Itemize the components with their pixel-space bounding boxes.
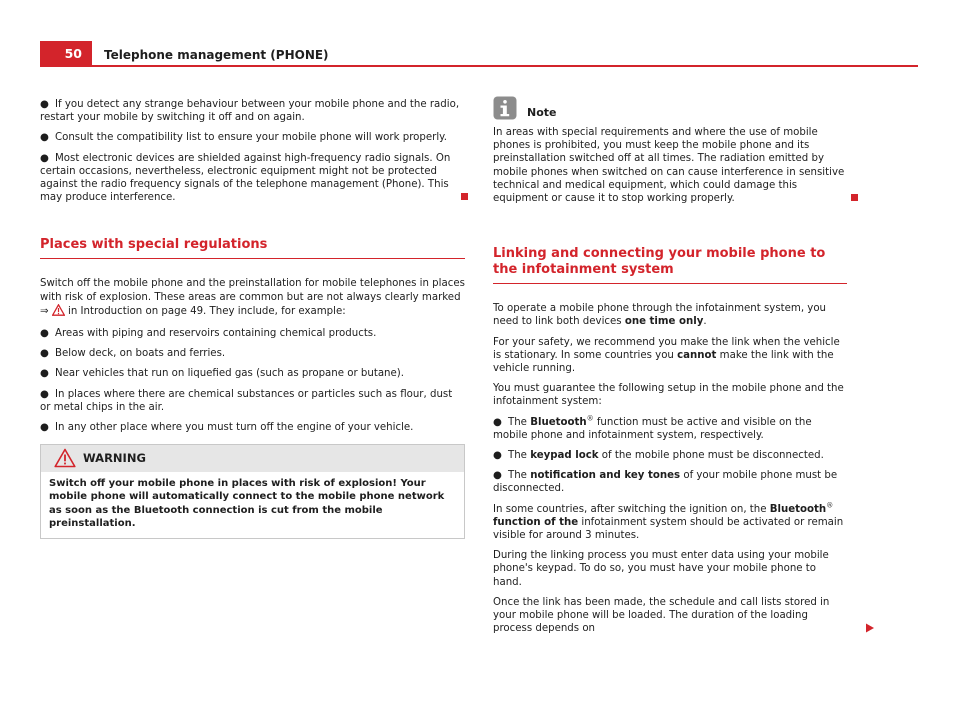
page-header-title: Telephone management (PHONE) xyxy=(104,48,329,62)
continue-arrow-icon xyxy=(865,623,875,633)
warning-title: WARNING xyxy=(83,451,146,466)
note-title: Note xyxy=(527,106,557,119)
list-item: ● Near vehicles that run on liquefied gas (such as propane or butane). xyxy=(40,368,404,380)
list-item: ● Most electronic devices are shielded against high-frequency radio signals. On certain occasions, nevertheless, electronic equipment might not be protected against the radio frequency signals of the telephone management (Phone). This may produce interference. xyxy=(40,152,465,205)
warning-header xyxy=(41,445,464,472)
list-item: ● The notification and key tones of your mobile phone must be disconnected. xyxy=(493,470,838,495)
paragraph: For your safety, we recommend you make the link when the vehicle is stationary. In some countries you cannot make the link with the vehicle running. xyxy=(493,336,840,375)
paragraph: During the linking process you must enter data using your mobile phone's keypad. To do so, you must have your mobile phone to hand. xyxy=(493,550,829,588)
list-item: ● The keypad lock of the mobile phone must be disconnected. xyxy=(493,450,824,462)
warning-text: Switch off your mobile phone in places with risk of explosion! Your mobile phone will automatically connect to the mobile phone network as soon as the Bluetooth connection is cut from the mobile preinstallation. xyxy=(49,478,445,529)
paragraph: You must guarantee the following setup in the mobile phone and the infotainment system: xyxy=(493,383,844,408)
list-item-text: Near vehicles that run on liquefied gas (such as propane or butane). xyxy=(55,368,404,380)
list-item-text: If you detect any strange behaviour between your mobile phone and the radio, restart your mobile by switching it off and on again. xyxy=(40,99,460,124)
list-item-text: Areas with piping and reservoirs containing chemical products. xyxy=(55,328,377,340)
list-item: ● In places where there are chemical substances or particles such as flour, dust or metal chips in the air. xyxy=(40,388,453,413)
list-item-text: In places where there are chemical substances or particles such as flour, dust or metal chips in the air. xyxy=(40,388,453,413)
warning-triangle-icon[interactable] xyxy=(52,304,65,320)
list-item: ● The Bluetooth® function must be active and visible on the mobile phone and infotainment system, respectively. xyxy=(493,414,812,441)
paragraph: Once the link has been made, the schedule and call lists stored in your mobile phone will be loaded. The duration of the loading process depends on xyxy=(493,596,847,636)
warning-box xyxy=(40,444,465,539)
end-of-section-marker xyxy=(851,194,858,201)
list-item-text: Below deck, on boats and ferries. xyxy=(55,348,226,360)
list-item: ● Areas with piping and reservoirs containing chemical products. xyxy=(40,328,377,340)
paragraph: To operate a mobile phone through the infotainment system, you need to link both devices one time only. xyxy=(493,303,827,328)
list-item: ● If you detect any strange behaviour between your mobile phone and the radio, restart your mobile by switching it off and on again. xyxy=(40,99,460,124)
list-item: ● Below deck, on boats and ferries. xyxy=(40,348,226,360)
list-item-text: Most electronic devices are shielded against high-frequency radio signals. On certain occasions, nevertheless, electronic equipment might not be protected against the radio frequency signals of the telephone management (Phone). This may produce interference. xyxy=(40,152,451,204)
paragraph: In some countries, after switching the ignition on, the Bluetooth® function of the infotainment system should be activated or remain visible for around 3 minutes. xyxy=(493,501,844,542)
section-title-special-regulations: Places with special regulations xyxy=(40,237,465,259)
list-item-text: Consult the compatibility list to ensure your mobile phone will work properly. xyxy=(55,132,447,144)
section-title-linking: Linking and connecting your mobile phone to the infotainment system xyxy=(493,246,847,284)
note-text: In areas with special requirements and where the use of mobile phones is prohibited, you must keep the mobile phone and its preinstallation switched off at all times. The radiation emitted by mobile phones when switched on can cause interference in sensitive technical and medical equipment, which could damage this equipment or cause it to stop working properly. xyxy=(493,126,847,205)
warning-icon xyxy=(54,448,76,468)
info-note-icon xyxy=(493,96,517,120)
list-item: ● In any other place where you must turn off the engine of your vehicle. xyxy=(40,422,414,434)
intro-paragraph: Switch off the mobile phone and the preinstallation for mobile telephones in places with risk of explosion. These areas are common but are not always clearly marked ⇒ in Introduction on page 49. They include, for example: xyxy=(40,277,465,320)
list-item: ● Consult the compatibility list to ensure your mobile phone will work properly. xyxy=(40,132,447,144)
end-of-section-marker xyxy=(461,193,468,200)
page-number: 50 xyxy=(40,41,92,67)
note-header xyxy=(493,96,847,120)
list-item-text: In any other place where you must turn off the engine of your vehicle. xyxy=(55,422,414,434)
right-column xyxy=(493,96,847,642)
header-divider xyxy=(92,65,918,67)
left-column xyxy=(40,98,465,539)
